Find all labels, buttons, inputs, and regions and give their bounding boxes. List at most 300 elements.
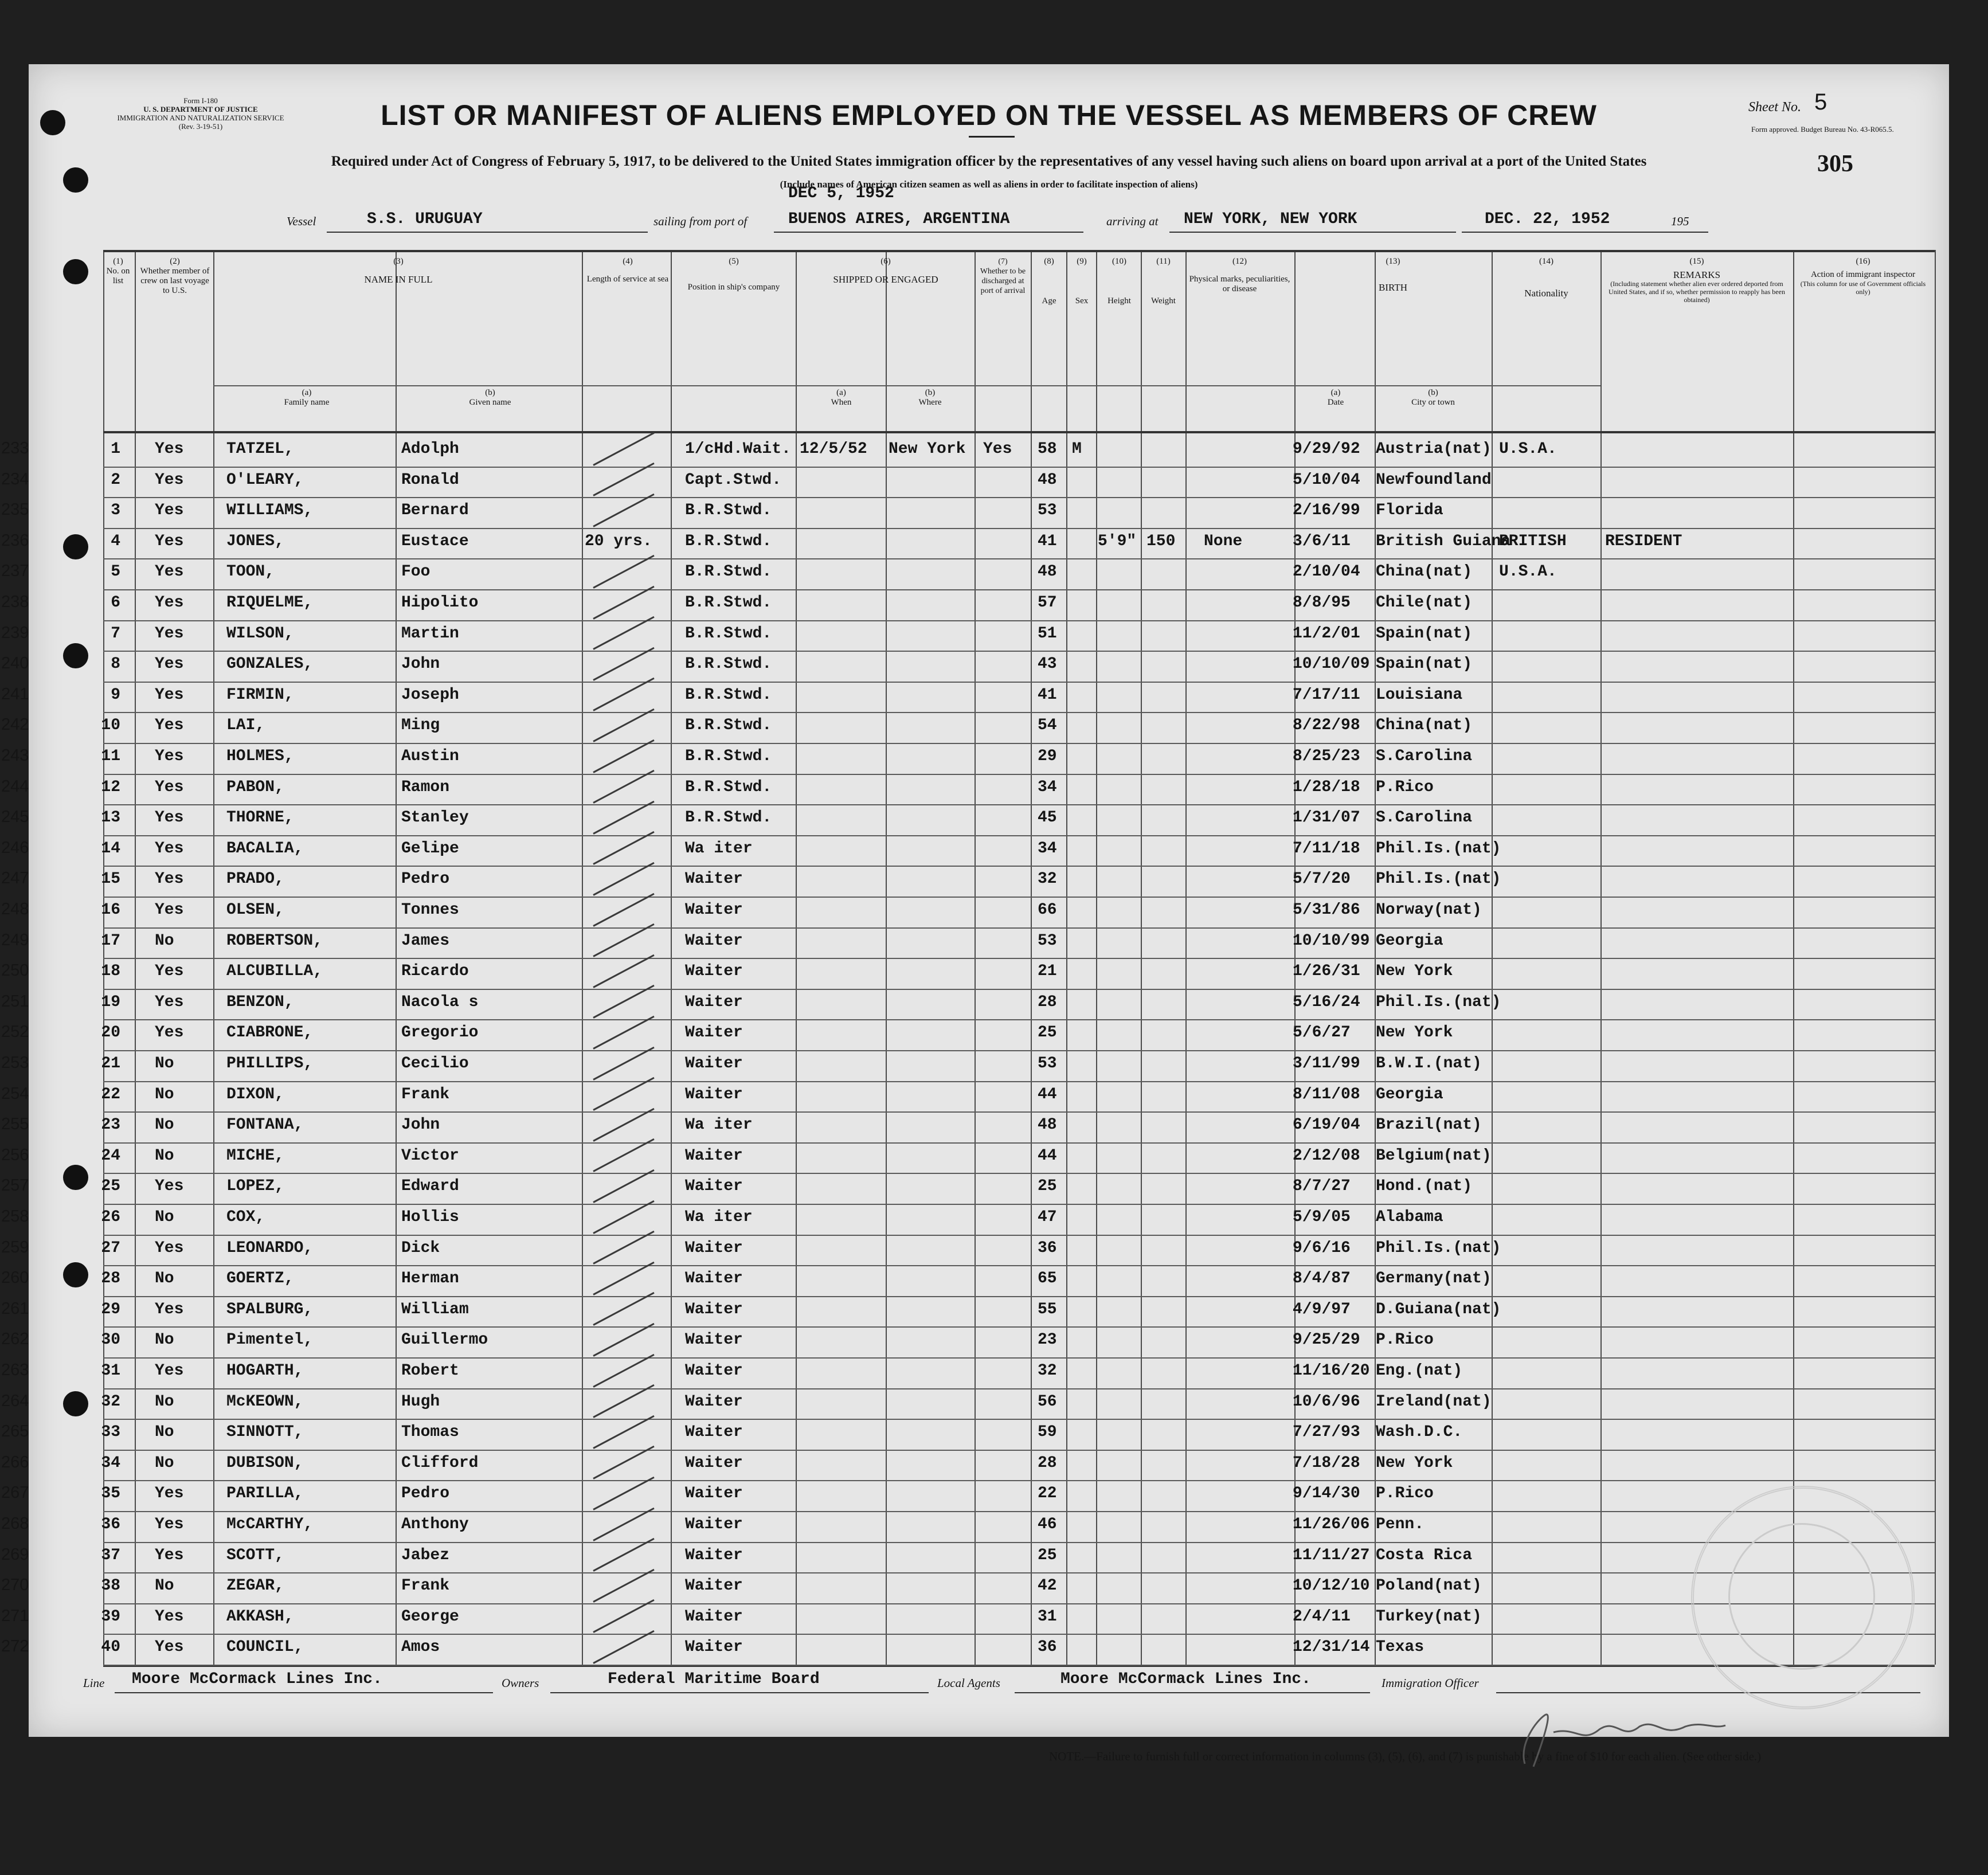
remarks-cell: RESIDENT xyxy=(1605,532,1682,550)
arriving-label: arriving at xyxy=(1106,214,1159,228)
footer-note: NOTE.—Failure to furnish full or correct information in columns (3), (5), (6), and (7) is punishable by a fine of $10 for each alien. (See other side.) xyxy=(1049,1749,1762,1763)
ditto-tick-mark xyxy=(593,555,654,589)
family-name-cell: PRADO, xyxy=(226,870,284,888)
col6-label: SHIPPED OR ENGAGED xyxy=(833,274,938,285)
row-number: 33 xyxy=(101,1423,120,1442)
agents-name: Moore McCormack Lines Inc. xyxy=(1060,1670,1311,1688)
birth-date-cell: 8/22/98 xyxy=(1293,717,1360,735)
margin-serial-number: 234 xyxy=(1,469,29,488)
col6b-letter: (b) xyxy=(925,388,936,397)
col16-label: Action of immigrant inspector xyxy=(1810,270,1916,279)
given-name-cell: Ramon xyxy=(401,778,450,796)
row-number: 28 xyxy=(101,1270,120,1288)
row-number: 31 xyxy=(101,1362,120,1380)
col3b-label: Given name xyxy=(469,398,511,407)
family-name-cell: FONTANA, xyxy=(226,1116,304,1134)
ditto-tick-mark xyxy=(593,1108,654,1142)
position-cell: B.R.Stwd. xyxy=(685,686,772,704)
family-name-cell: HOLMES, xyxy=(226,747,294,765)
ditto-tick-mark xyxy=(593,1138,654,1172)
row-number: 13 xyxy=(101,809,120,827)
row-number: 30 xyxy=(101,1331,120,1349)
position-cell: B.R.Stwd. xyxy=(685,502,772,520)
margin-serial-number: 235 xyxy=(1,500,29,519)
sailing-label: sailing from port of xyxy=(653,214,748,228)
given-name-cell: Bernard xyxy=(401,502,469,520)
row-number: 6 xyxy=(111,594,120,612)
birth-date-cell: 7/11/18 xyxy=(1293,839,1360,858)
col15-number: (15) xyxy=(1689,257,1704,266)
given-name-cell: John xyxy=(401,655,440,674)
ditto-tick-mark xyxy=(593,1262,654,1295)
given-name-cell: Amos xyxy=(401,1638,440,1657)
last-voyage-cell: No xyxy=(155,1423,174,1442)
col13-label: BIRTH xyxy=(1379,282,1407,293)
col16-header xyxy=(1794,257,1932,296)
col3a-letter: (a) xyxy=(302,388,312,397)
ditto-tick-mark xyxy=(593,1077,654,1111)
owners-label: Owners xyxy=(502,1676,539,1690)
margin-serial-number: 243 xyxy=(1,746,29,765)
birth-city-cell: Poland(nat) xyxy=(1376,1577,1482,1595)
punch-hole xyxy=(40,110,65,135)
col5-number: (5) xyxy=(729,257,739,266)
last-voyage-cell: Yes xyxy=(155,594,184,612)
age-cell: 34 xyxy=(1038,839,1057,858)
position-cell: B.R.Stwd. xyxy=(685,563,772,581)
margin-serial-number: 272 xyxy=(1,1637,29,1656)
age-cell: 48 xyxy=(1038,1116,1057,1134)
given-name-cell: Jabez xyxy=(401,1546,450,1564)
age-cell: 48 xyxy=(1038,471,1057,489)
birth-date-cell: 1/31/07 xyxy=(1293,809,1360,827)
given-name-cell: John xyxy=(401,1116,440,1134)
row-number: 23 xyxy=(101,1116,120,1134)
last-voyage-cell: Yes xyxy=(155,778,184,796)
last-voyage-cell: Yes xyxy=(155,901,184,919)
table-row xyxy=(1,1420,1949,1451)
col14-header xyxy=(1493,257,1599,298)
birth-date-cell: 8/25/23 xyxy=(1293,747,1360,765)
age-cell: 25 xyxy=(1038,1024,1057,1042)
birth-date-cell: 3/11/99 xyxy=(1293,1055,1360,1072)
birth-date-cell: 7/18/28 xyxy=(1293,1454,1360,1472)
table-row xyxy=(1,1635,1949,1666)
col14-label: Nationality xyxy=(1524,288,1568,299)
birth-city-cell: China(nat) xyxy=(1376,563,1473,581)
ditto-tick-mark xyxy=(593,1415,654,1449)
service-name: IMMIGRATION AND NATURALIZATION SERVICE xyxy=(117,113,284,122)
given-name-cell: Pedro xyxy=(401,1485,450,1503)
header-rule xyxy=(103,431,1935,433)
family-name-cell: TOON, xyxy=(226,563,275,581)
department-name: U. S. DEPARTMENT OF JUSTICE xyxy=(143,105,258,113)
ditto-tick-mark xyxy=(593,801,654,835)
birth-city-cell: P.Rico xyxy=(1376,778,1434,796)
col11-label: Weight xyxy=(1151,296,1176,306)
row-number: 10 xyxy=(101,717,120,735)
margin-serial-number: 236 xyxy=(1,531,29,550)
position-cell: Wa iter xyxy=(685,1208,753,1226)
col6-header xyxy=(797,257,975,284)
row-number: 24 xyxy=(101,1146,120,1165)
ditto-tick-mark xyxy=(593,831,654,865)
position-cell: Waiter xyxy=(685,1392,743,1411)
birth-city-cell: Georgia xyxy=(1376,1085,1443,1103)
table-row xyxy=(1,990,1949,1021)
last-voyage-cell: Yes xyxy=(155,1607,184,1626)
birth-city-cell: S.Carolina xyxy=(1376,747,1473,765)
row-number: 38 xyxy=(101,1577,120,1595)
last-voyage-cell: No xyxy=(155,1116,174,1134)
table-row xyxy=(1,713,1949,744)
row-number: 25 xyxy=(101,1177,120,1196)
age-cell: 28 xyxy=(1038,993,1057,1011)
punch-hole xyxy=(63,1391,88,1416)
title-underline xyxy=(969,136,1015,138)
family-name-cell: PHILLIPS, xyxy=(226,1055,314,1072)
birth-city-cell: Florida xyxy=(1376,502,1443,520)
last-voyage-cell: No xyxy=(155,1055,174,1072)
ditto-tick-mark xyxy=(593,678,654,711)
birth-date-cell: 2/16/99 xyxy=(1293,502,1360,520)
col2-header xyxy=(138,257,212,296)
last-voyage-cell: Yes xyxy=(155,624,184,643)
table-row xyxy=(1,1328,1949,1359)
table-row xyxy=(1,1082,1949,1113)
age-cell: 42 xyxy=(1038,1577,1057,1595)
col3-header xyxy=(215,257,582,284)
position-cell: Waiter xyxy=(685,931,743,950)
position-cell: B.R.Stwd. xyxy=(685,594,772,612)
col13b-label: City or town xyxy=(1411,398,1455,407)
table-row xyxy=(1,1113,1949,1144)
margin-serial-number: 263 xyxy=(1,1361,29,1379)
last-voyage-cell: Yes xyxy=(155,471,184,489)
height-cell: 5'9" xyxy=(1098,532,1137,550)
col2-label: Whether member of crew on last voyage to U.S. xyxy=(140,267,210,295)
birth-date-cell: 11/11/27 xyxy=(1293,1546,1370,1564)
position-cell: Waiter xyxy=(685,1362,743,1380)
age-cell: 47 xyxy=(1038,1208,1057,1226)
last-voyage-cell: Yes xyxy=(155,655,184,674)
age-cell: 25 xyxy=(1038,1177,1057,1196)
table-row xyxy=(1,1266,1949,1297)
margin-serial-number: 265 xyxy=(1,1422,29,1441)
given-name-cell: Foo xyxy=(401,563,431,581)
birth-city-cell: Alabama xyxy=(1376,1208,1443,1226)
budget-approval: Form approved. Budget Bureau No. 43-R065.5. xyxy=(1751,125,1894,134)
col3b-letter: (b) xyxy=(485,388,495,397)
col13-number: (13) xyxy=(1386,257,1400,266)
given-name-cell: Gelipe xyxy=(401,839,459,858)
birth-city-cell: Norway(nat) xyxy=(1376,901,1482,919)
birth-city-cell: Brazil(nat) xyxy=(1376,1116,1482,1134)
table-row xyxy=(1,898,1949,929)
margin-serial-number: 249 xyxy=(1,930,29,949)
vessel-label: Vessel xyxy=(287,214,316,228)
table-row xyxy=(1,1512,1949,1543)
position-cell: B.R.Stwd. xyxy=(685,778,772,796)
last-voyage-cell: No xyxy=(155,1208,174,1226)
col1-number: (1) xyxy=(113,257,123,266)
birth-city-cell: Austria(nat) xyxy=(1376,440,1492,458)
margin-serial-number: 266 xyxy=(1,1453,29,1471)
col16-subtext: (This column for use of Government officials only) xyxy=(1800,280,1926,296)
manifest-sheet xyxy=(1,64,1949,1763)
col11-header xyxy=(1142,257,1185,306)
family-name-cell: COX, xyxy=(226,1208,265,1226)
position-cell: Waiter xyxy=(685,1146,743,1165)
birth-date-cell: 12/31/14 xyxy=(1293,1638,1370,1657)
birth-city-cell: New York xyxy=(1376,1454,1453,1472)
position-cell: Waiter xyxy=(685,1270,743,1288)
ditto-tick-mark xyxy=(593,954,654,988)
margin-serial-number: 242 xyxy=(1,715,29,734)
age-cell: 53 xyxy=(1038,1055,1057,1072)
family-name-cell: BENZON, xyxy=(226,993,294,1011)
age-cell: 22 xyxy=(1038,1485,1057,1503)
age-cell: 41 xyxy=(1038,686,1057,704)
punch-hole xyxy=(63,1165,88,1190)
age-cell: 28 xyxy=(1038,1454,1057,1472)
age-cell: 43 xyxy=(1038,655,1057,674)
last-voyage-cell: Yes xyxy=(155,1638,184,1657)
family-name-cell: McCARTHY, xyxy=(226,1516,314,1533)
page-subtitle: Required under Act of Congress of February 5, 1917, to be delivered to the United States immigration officer by the representatives of any vessel having such aliens on board upon arrival at a port of the United States xyxy=(331,154,1647,169)
margin-serial-number: 238 xyxy=(1,593,29,611)
table-row xyxy=(1,1389,1949,1420)
row-number: 1 xyxy=(111,440,120,458)
birth-city-cell: Phil.Is.(nat) xyxy=(1376,993,1501,1011)
birth-city-cell: Georgia xyxy=(1376,931,1443,950)
sex-cell: M xyxy=(1072,440,1082,458)
service-length-cell: 20 yrs. xyxy=(585,532,652,550)
last-voyage-cell: No xyxy=(155,1085,174,1103)
ditto-tick-mark xyxy=(593,1507,654,1541)
col15-label: REMARKS xyxy=(1673,269,1721,280)
birth-city-cell: China(nat) xyxy=(1376,717,1473,735)
last-voyage-cell: Yes xyxy=(155,1546,184,1564)
position-cell: B.R.Stwd. xyxy=(685,717,772,735)
nationality-cell: BRITISH xyxy=(1499,532,1567,550)
col3-number: (3) xyxy=(393,257,404,266)
age-cell: 59 xyxy=(1038,1423,1057,1442)
ditto-tick-mark xyxy=(593,1016,654,1050)
table-row xyxy=(1,1451,1949,1482)
row-number: 36 xyxy=(101,1516,120,1533)
row-number: 8 xyxy=(111,655,120,674)
age-cell: 34 xyxy=(1038,778,1057,796)
form-revision: (Rev. 3-19-51) xyxy=(178,122,223,131)
position-cell: Waiter xyxy=(685,901,743,919)
birth-date-cell: 7/17/11 xyxy=(1293,686,1360,704)
col4-header xyxy=(585,257,671,284)
col10-number: (10) xyxy=(1112,257,1126,266)
margin-serial-number: 269 xyxy=(1,1545,29,1564)
folio-number: 305 xyxy=(1817,151,1853,177)
col3b-header xyxy=(398,388,582,408)
last-voyage-cell: Yes xyxy=(155,870,184,888)
shipped-where-cell: New York xyxy=(889,440,966,458)
table-row xyxy=(1,559,1949,590)
family-name-cell: AKKASH, xyxy=(226,1607,294,1626)
line-underline xyxy=(115,1692,493,1693)
birth-date-cell: 5/16/24 xyxy=(1293,993,1360,1011)
birth-city-cell: Phil.Is.(nat) xyxy=(1376,870,1501,888)
ditto-tick-mark xyxy=(593,1200,654,1234)
col8-number: (8) xyxy=(1044,257,1054,266)
given-name-cell: Frank xyxy=(401,1085,450,1103)
table-row xyxy=(1,1144,1949,1175)
margin-serial-number: 241 xyxy=(1,684,29,703)
family-name-cell: GONZALES, xyxy=(226,655,314,674)
birth-date-cell: 5/10/04 xyxy=(1293,471,1360,489)
table-row xyxy=(1,1051,1949,1082)
ditto-tick-mark xyxy=(593,1231,654,1265)
birth-city-cell: Spain(nat) xyxy=(1376,624,1473,643)
birth-city-cell: Newfoundland xyxy=(1376,471,1492,489)
ditto-tick-mark xyxy=(593,616,654,650)
given-name-cell: Cecilio xyxy=(401,1055,469,1072)
col6a-header xyxy=(797,388,886,408)
vessel-underline xyxy=(327,232,648,233)
age-cell: 53 xyxy=(1038,502,1057,520)
position-cell: B.R.Stwd. xyxy=(685,532,772,550)
col1-label: No. on list xyxy=(106,267,130,285)
ditto-tick-mark xyxy=(593,1569,654,1603)
birth-city-cell: Eng.(nat) xyxy=(1376,1362,1463,1380)
margin-serial-number: 255 xyxy=(1,1115,29,1134)
family-name-cell: JONES, xyxy=(226,532,284,550)
given-name-cell: Victor xyxy=(401,1146,459,1165)
family-name-cell: ZEGAR, xyxy=(226,1577,284,1595)
row-number: 4 xyxy=(111,532,120,550)
position-cell: Capt.Stwd. xyxy=(685,471,782,489)
family-name-cell: THORNE, xyxy=(226,809,294,827)
table-row xyxy=(1,775,1949,806)
age-cell: 53 xyxy=(1038,931,1057,950)
margin-serial-number: 253 xyxy=(1,1054,29,1072)
row-number: 17 xyxy=(101,931,120,950)
position-cell: Waiter xyxy=(685,1239,743,1257)
birth-date-cell: 7/27/93 xyxy=(1293,1423,1360,1442)
birth-date-cell: 2/4/11 xyxy=(1293,1607,1351,1626)
position-cell: Wa iter xyxy=(685,839,753,858)
family-name-cell: DIXON, xyxy=(226,1085,284,1103)
birth-date-cell: 6/19/04 xyxy=(1293,1116,1360,1134)
position-cell: B.R.Stwd. xyxy=(685,809,772,827)
last-voyage-cell: Yes xyxy=(155,532,184,550)
vessel-name: S.S. URUGUAY xyxy=(367,210,483,228)
col6a-letter: (a) xyxy=(836,388,846,397)
family-name-cell: CIABRONE, xyxy=(226,1024,314,1042)
margin-serial-number: 261 xyxy=(1,1299,29,1318)
given-name-cell: Joseph xyxy=(401,686,459,704)
age-cell: 45 xyxy=(1038,809,1057,827)
birth-city-cell: Phil.Is.(nat) xyxy=(1376,839,1501,858)
last-voyage-cell: No xyxy=(155,1454,174,1472)
table-row xyxy=(1,1174,1949,1205)
margin-serial-number: 268 xyxy=(1,1514,29,1533)
ditto-tick-mark xyxy=(593,585,654,619)
table-row xyxy=(1,468,1949,499)
last-voyage-cell: Yes xyxy=(155,962,184,981)
family-name-cell: ROBERTSON, xyxy=(226,931,323,950)
birth-date-cell: 10/12/10 xyxy=(1293,1577,1370,1595)
position-cell: Waiter xyxy=(685,1300,743,1318)
birth-date-cell: 8/7/27 xyxy=(1293,1177,1351,1196)
table-row xyxy=(1,1205,1949,1236)
margin-serial-number: 254 xyxy=(1,1084,29,1103)
header-rule xyxy=(213,385,1600,386)
table-row xyxy=(1,683,1949,714)
col9-header xyxy=(1067,257,1096,306)
age-cell: 23 xyxy=(1038,1331,1057,1349)
punch-hole xyxy=(63,1262,88,1287)
col9-number: (9) xyxy=(1077,257,1087,266)
birth-date-cell: 5/31/86 xyxy=(1293,901,1360,919)
given-name-cell: Ricardo xyxy=(401,962,469,981)
col13-header xyxy=(1296,257,1490,292)
col8-label: Age xyxy=(1042,296,1056,306)
table-row xyxy=(1,805,1949,836)
row-number: 19 xyxy=(101,993,120,1011)
last-voyage-cell: Yes xyxy=(155,1362,184,1380)
age-cell: 51 xyxy=(1038,624,1057,643)
position-cell: B.R.Stwd. xyxy=(685,747,772,765)
last-voyage-cell: Yes xyxy=(155,1300,184,1318)
shipped-when-cell: 12/5/52 xyxy=(800,440,867,458)
given-name-cell: Hipolito xyxy=(401,594,479,612)
col11-number: (11) xyxy=(1156,257,1171,266)
given-name-cell: William xyxy=(401,1300,469,1318)
table-row xyxy=(1,1543,1949,1574)
birth-city-cell: New York xyxy=(1376,1024,1453,1042)
family-name-cell: MICHE, xyxy=(226,1146,284,1165)
position-cell: Waiter xyxy=(685,1423,743,1442)
last-voyage-cell: Yes xyxy=(155,686,184,704)
birth-city-cell: Louisiana xyxy=(1376,686,1463,704)
family-name-cell: PARILLA, xyxy=(226,1485,304,1503)
birth-date-cell: 8/8/95 xyxy=(1293,594,1351,612)
row-number: 32 xyxy=(101,1392,120,1411)
ditto-tick-mark xyxy=(593,923,654,957)
position-cell: B.R.Stwd. xyxy=(685,655,772,674)
birth-date-cell: 9/6/16 xyxy=(1293,1239,1351,1257)
col9-label: Sex xyxy=(1075,296,1089,306)
margin-serial-number: 260 xyxy=(1,1269,29,1287)
margin-serial-number: 267 xyxy=(1,1483,29,1502)
family-name-cell: BACALIA, xyxy=(226,839,304,858)
col15-subtext: (Including statement whether alien ever ordered deported from United States, and if so, whether permission to reapply has been obtained) xyxy=(1609,280,1785,304)
birth-city-cell: New York xyxy=(1376,962,1453,981)
margin-serial-number: 257 xyxy=(1,1176,29,1195)
given-name-cell: Anthony xyxy=(401,1516,469,1533)
birth-city-cell: Turkey(nat) xyxy=(1376,1607,1482,1626)
punch-hole xyxy=(63,167,88,193)
nationality-cell: U.S.A. xyxy=(1499,563,1557,581)
birth-date-cell: 2/12/08 xyxy=(1293,1146,1360,1165)
given-name-cell: Edward xyxy=(401,1177,459,1196)
table-row xyxy=(1,652,1949,683)
last-voyage-cell: No xyxy=(155,1392,174,1411)
given-name-cell: Eustace xyxy=(401,532,469,550)
row-number: 29 xyxy=(101,1300,120,1318)
ditto-tick-mark xyxy=(593,862,654,896)
age-cell: 44 xyxy=(1038,1085,1057,1103)
birth-date-cell: 10/10/99 xyxy=(1293,931,1370,950)
